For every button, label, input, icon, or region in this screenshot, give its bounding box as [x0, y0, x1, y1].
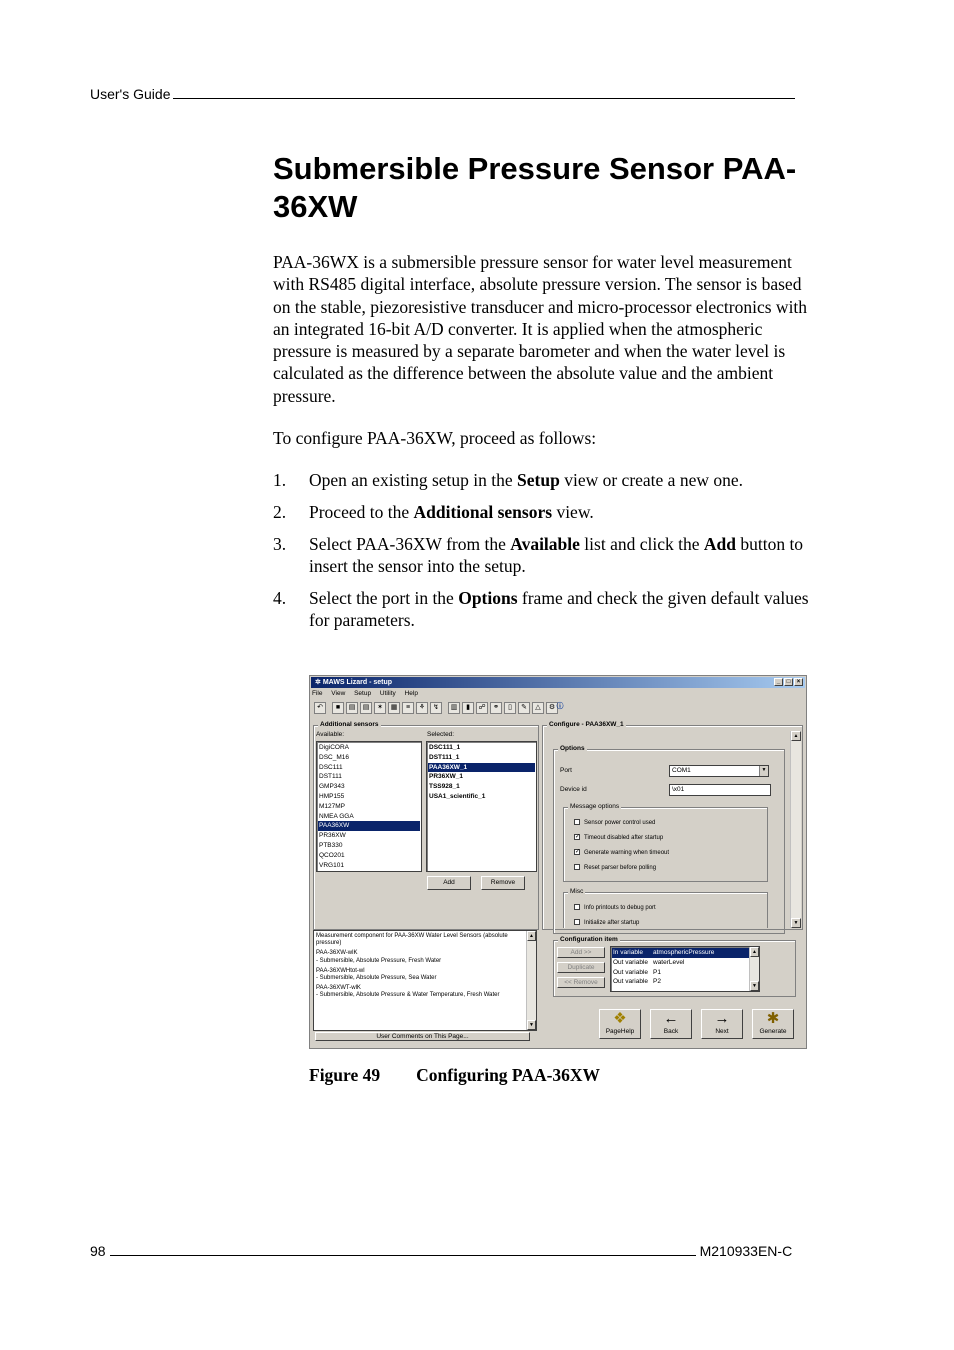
available-item[interactable]: DSC111	[319, 763, 343, 771]
connect-icon[interactable]: ⚭	[490, 702, 502, 714]
available-item[interactable]: PTB330	[319, 841, 343, 849]
port-value: COM1	[672, 767, 691, 774]
button-label: Back	[663, 1028, 679, 1035]
remove-button[interactable]: Remove	[481, 876, 525, 890]
description-line: - Submersible, Absolute Pressure, Fresh Water	[316, 957, 442, 964]
gears-icon: ✱	[766, 1010, 780, 1027]
step-text: view or create a new one.	[559, 470, 743, 490]
scroll-down-icon[interactable]: ▼	[750, 981, 759, 991]
selected-item[interactable]: TSS928_1	[429, 783, 460, 791]
description-line: PAA-36XW-wlK	[316, 950, 358, 957]
menu-view[interactable]: View	[331, 690, 346, 697]
configure-intro: To configure PAA-36XW, proceed as follows:	[273, 428, 597, 448]
available-item[interactable]: DigiCORA	[319, 744, 349, 751]
close-icon[interactable]: ×	[794, 678, 803, 686]
button-label: Next	[715, 1028, 729, 1035]
sensor-icon[interactable]: ⚘	[416, 702, 428, 714]
config-row-name: waterLevel	[653, 958, 685, 966]
step-bold: Add	[703, 534, 736, 554]
description-scrollbar[interactable]	[526, 931, 536, 1030]
settings-icon[interactable]: ⚙	[546, 702, 558, 714]
available-item[interactable]: PR36XW	[319, 832, 346, 840]
sensor-description	[313, 930, 537, 1031]
chart-icon[interactable]: ▮	[462, 702, 474, 714]
checkbox-timeout-disabled[interactable]	[574, 834, 663, 842]
configuration-item-list[interactable]	[610, 946, 760, 992]
step-bold: Options	[458, 588, 518, 608]
group-label: Misc	[570, 888, 584, 895]
device-id-label: Device id	[560, 786, 587, 793]
footer-rule	[110, 1255, 696, 1256]
available-item[interactable]: NMEA GGA	[319, 812, 354, 820]
file-icon[interactable]: ▯	[504, 702, 516, 714]
checkbox-reset-parser[interactable]	[574, 864, 656, 872]
config-row[interactable]	[612, 968, 749, 978]
checkbox-label: Initialize after startup	[584, 920, 640, 926]
arrow-right-icon: →	[714, 1010, 730, 1027]
device-id-field[interactable]: \x01	[669, 784, 771, 796]
checkmark-icon[interactable]: ✓	[575, 834, 581, 841]
available-list[interactable]	[316, 741, 422, 872]
dev2-icon[interactable]: ▤	[360, 702, 372, 714]
header-rule	[173, 98, 795, 99]
dev-icon[interactable]: ▤	[346, 702, 358, 714]
checkbox-initialize[interactable]	[574, 919, 639, 927]
back-button[interactable]	[650, 1009, 692, 1039]
step-bold: Additional sensors	[413, 502, 553, 522]
running-header	[90, 86, 810, 102]
config-add-button[interactable]: Add >>	[557, 947, 605, 958]
section-title: Submersible Pressure Sensor PAA-36XW	[273, 151, 797, 224]
group-label: Options	[560, 745, 585, 752]
next-button[interactable]	[701, 1009, 743, 1039]
config-row[interactable]	[612, 977, 749, 987]
configure-scrollbar[interactable]	[790, 731, 801, 928]
available-item[interactable]: GMP343	[319, 783, 345, 791]
weather-icon[interactable]: ✶	[374, 702, 386, 714]
alarm-icon[interactable]: △	[532, 702, 544, 714]
checkbox-label: Timeout disabled after startup	[584, 835, 664, 841]
step-text: frame and check the given default values for parameters.	[309, 588, 809, 631]
maws-lizard-window	[309, 675, 807, 1049]
step-number: 2.	[273, 502, 287, 522]
menu-setup[interactable]: Setup	[354, 690, 372, 697]
config-row-kind: Out variable	[613, 968, 649, 976]
user-comments-button[interactable]: User Comments on This Page...	[315, 1032, 530, 1041]
edit-icon[interactable]: ✎	[518, 702, 530, 714]
info-icon[interactable]: ⓘ	[556, 703, 564, 710]
port-label: Port	[560, 767, 572, 774]
toolbar	[312, 700, 804, 716]
checkbox-label: Sensor power control used	[584, 820, 656, 826]
menu-bar	[312, 689, 804, 699]
selected-list[interactable]	[426, 741, 537, 872]
duplicate-button[interactable]: Duplicate	[557, 962, 605, 973]
group-label: Additional sensors	[320, 721, 379, 728]
generate-button[interactable]	[752, 1009, 794, 1039]
step-text: Select the port in the	[309, 588, 459, 608]
step-number: 3.	[273, 534, 287, 554]
selected-item[interactable]: DST111_1	[429, 753, 460, 761]
add-button[interactable]: Add	[427, 876, 471, 890]
app-icon: ✲	[315, 679, 323, 686]
figure-label: Configuring PAA-36XW	[416, 1065, 601, 1085]
scroll-down-icon[interactable]: ▼	[791, 918, 801, 928]
config-row-kind: Out variable	[613, 978, 649, 986]
window-titlebar	[311, 677, 805, 688]
selected-item[interactable]: DSC111_1	[429, 744, 461, 751]
checkbox-box[interactable]	[574, 819, 580, 825]
figure-caption	[309, 1065, 600, 1086]
checkbox-sensor-power[interactable]	[574, 819, 655, 827]
port-select[interactable]	[669, 765, 769, 777]
selected-item[interactable]: PAA36XW_1	[428, 763, 535, 773]
menu-file[interactable]: File	[312, 690, 323, 697]
graph-icon[interactable]: ↯	[430, 702, 442, 714]
list-icon[interactable]: ≡	[402, 702, 414, 714]
config-row-name: atmosphericPressure	[653, 949, 715, 956]
scroll-up-icon[interactable]: ▲	[791, 731, 801, 741]
menu-help[interactable]: Help	[404, 690, 418, 697]
checkbox-label: Info printouts to debug port	[584, 905, 656, 911]
stop-icon[interactable]: ■	[332, 702, 344, 714]
logger-icon[interactable]: ▥	[448, 702, 460, 714]
available-item[interactable]: HMP155	[319, 792, 345, 800]
scroll-down-icon[interactable]: ▼	[527, 1020, 536, 1030]
scroll-up-icon[interactable]: ▲	[527, 931, 536, 941]
config-row-name: P1	[653, 968, 661, 976]
checkbox-box[interactable]	[574, 919, 580, 925]
description-line: PAA-36XWT-wlK	[316, 985, 361, 992]
help-icon: ❖	[613, 1010, 627, 1027]
step-bold: Available	[510, 534, 580, 554]
config-row-kind: Out variable	[613, 958, 649, 966]
button-label: PageHelp	[605, 1028, 635, 1035]
checkbox-box[interactable]	[574, 904, 580, 910]
config-row-kind: In variable	[613, 949, 643, 956]
description-line: - Submersible, Absolute Pressure, Sea Water	[316, 975, 437, 982]
document-id: M210933EN-C	[699, 1243, 793, 1259]
undo-icon[interactable]: ↶	[314, 702, 326, 714]
checkbox-label: Generate warning when timeout	[584, 850, 670, 856]
config-row[interactable]	[612, 948, 749, 958]
step-text: Proceed to the	[309, 502, 414, 522]
step-text: button to insert the sensor into the setup.	[309, 534, 804, 577]
window-title: MAWS Lizard - setup	[322, 679, 393, 686]
checkbox-generate-warning[interactable]	[574, 849, 669, 857]
available-item[interactable]: DSC_M16	[319, 753, 349, 761]
config-list-scrollbar[interactable]	[749, 947, 759, 991]
config-row-name: P2	[653, 978, 661, 986]
checkbox-info-printouts[interactable]	[574, 904, 656, 912]
available-item[interactable]: M127MP	[319, 802, 346, 810]
selected-item[interactable]: USA1_scientific_1	[429, 792, 486, 800]
display-icon[interactable]: ▦	[388, 702, 400, 714]
intro-paragraph: PAA-36WX is a submersible pressure sensor for water level measurement with RS485 digital interface, absolute pressure version. The sensor is based on the stable, piezoresistive transducer and micro-processor electronics with an integrated 16-bit A/D converter. It is applied when the atmospheric pressure is measured by a separate barometer and when the water level is calculated as the difference between the absolute value and the ambient pressure.	[273, 252, 808, 406]
arrow-left-icon: ←	[663, 1010, 679, 1027]
figure-number: Figure 49	[309, 1065, 381, 1085]
selected-label: Selected:	[427, 731, 455, 738]
checkbox-label: Reset parser before polling	[584, 865, 657, 871]
config-remove-button[interactable]: << Remove	[557, 977, 605, 988]
pagehelp-button[interactable]	[599, 1009, 641, 1039]
checkbox-box[interactable]	[574, 864, 580, 870]
header-text: User's Guide	[90, 86, 171, 102]
checkmark-icon[interactable]: ✓	[575, 849, 581, 856]
available-item[interactable]: DST111	[319, 773, 342, 781]
group-label: Configure - PAA36XW_1	[549, 721, 624, 728]
selected-item[interactable]: PR36XW_1	[429, 773, 463, 781]
step-bold: Setup	[517, 470, 560, 490]
page-footer	[90, 1243, 820, 1259]
available-item[interactable]: QCO201	[319, 851, 345, 859]
available-item[interactable]: VRG101	[319, 861, 344, 869]
menu-utility[interactable]: Utility	[379, 690, 396, 697]
button-label: Generate	[759, 1028, 787, 1035]
chevron-down-icon[interactable]: ▼	[759, 766, 768, 776]
description-line: Measurement component for PAA-36XW Water Level Sensors (absolute pressure)	[316, 933, 508, 947]
available-item[interactable]: PAA36XW	[318, 821, 420, 831]
network-icon[interactable]: ☍	[476, 702, 488, 714]
page-number: 98	[90, 1243, 106, 1259]
description-line: - Submersible, Absolute Pressure & Water Temperature, Fresh Water	[316, 992, 500, 999]
group-label: Message options	[570, 803, 620, 810]
scroll-up-icon[interactable]: ▲	[750, 947, 759, 957]
group-label: Configuration item	[560, 936, 618, 943]
config-row[interactable]	[612, 958, 749, 968]
description-line: PAA-36XWHtot-wl	[316, 967, 365, 974]
step-text: list and click the	[579, 534, 704, 554]
minimize-icon[interactable]: _	[774, 678, 783, 686]
available-label: Available:	[316, 731, 345, 738]
step-text: Select PAA-36XW from the	[309, 534, 511, 554]
maximize-icon[interactable]: □	[784, 678, 793, 686]
step-number: 4.	[273, 588, 287, 608]
step-text: Open an existing setup in the	[309, 470, 518, 490]
step-text: view.	[552, 502, 594, 522]
step-number: 1.	[273, 470, 287, 490]
